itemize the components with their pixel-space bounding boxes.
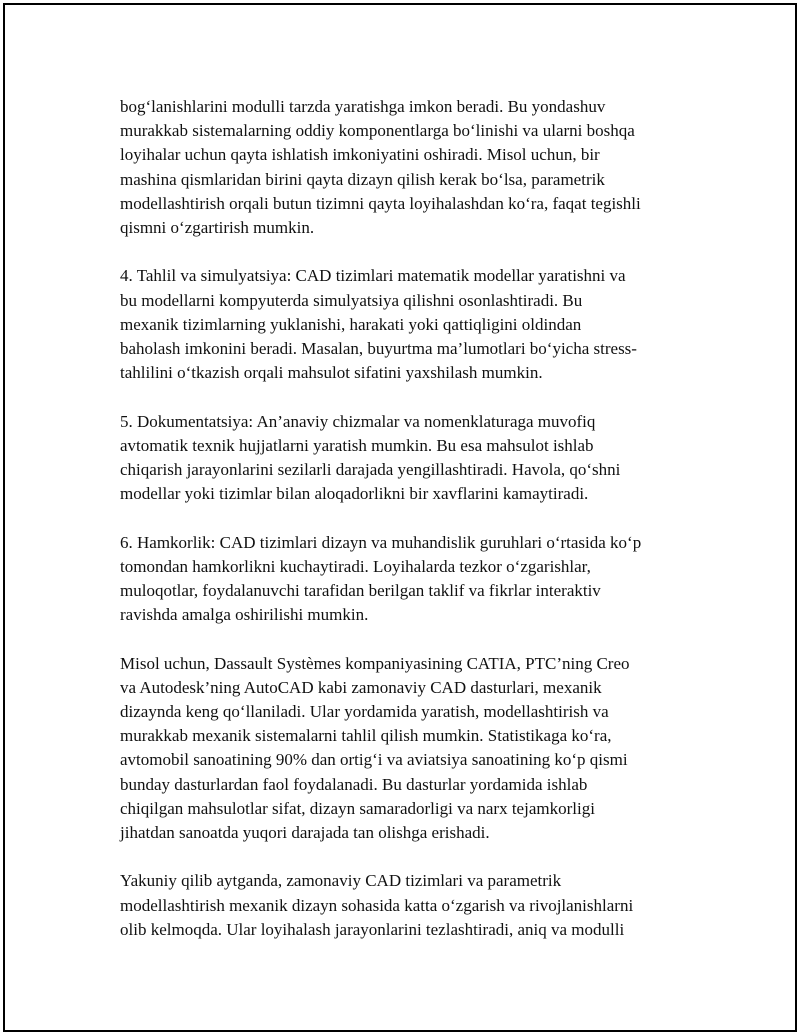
text-line: va Autodesk’ning AutoCAD kabi zamonaviy CAD dasturlari, mexanik bbox=[120, 677, 602, 697]
text-line: bu modellarni kompyuterda simulyatsiya qilishni osonlashtiradi. Bu bbox=[120, 290, 583, 310]
text-line: dizaynda keng qo‘llaniladi. Ular yordamida yaratish, modellashtirish va bbox=[120, 702, 609, 722]
text-line: chiqarish jarayonlarini sezilarli darajada yengillashtiradi. Havola, qo‘shni bbox=[120, 460, 621, 480]
document-body bbox=[120, 95, 695, 966]
text-line: olib kelmoqda. Ular loyihalash jarayonlarini tezlashtiradi, aniq va modulli bbox=[120, 919, 625, 939]
text-line: qismni o‘zgartirish mumkin. bbox=[120, 218, 315, 238]
paragraph-collaboration bbox=[120, 531, 695, 628]
text-line: Misol uchun, Dassault Systèmes kompaniyasining CATIA, PTC’ning Creo bbox=[120, 653, 630, 673]
paragraph-documentation bbox=[120, 410, 695, 507]
text-line: modellashtirish orqali butun tizimni qayta loyihalashdan ko‘ra, faqat tegishli bbox=[120, 193, 641, 213]
text-line: jihatdan sanoatda yuqori darajada tan olishga erishadi. bbox=[120, 823, 490, 843]
paragraph-conclusion bbox=[120, 869, 695, 942]
paragraph-analysis-simulation bbox=[120, 264, 695, 385]
text-line: modellashtirish mexanik dizayn sohasida katta o‘zgarish va rivojlanishlarni bbox=[120, 895, 634, 915]
text-line: bog‘lanishlarini modulli tarzda yaratishga imkon beradi. Bu yondashuv bbox=[120, 97, 606, 116]
text-line: murakkab mexanik sistemalarni tahlil qilish mumkin. Statistikaga ko‘ra, bbox=[120, 726, 612, 746]
text-line: bunday dasturlardan faol foydalanadi. Bu dasturlar yordamida ishlab bbox=[120, 774, 588, 794]
paragraph-examples bbox=[120, 652, 695, 846]
text-line: avtomobil sanoatining 90% dan ortig‘i va aviatsiya sanoatining ko‘p qismi bbox=[120, 750, 628, 770]
text-line: baholash imkonini beradi. Masalan, buyurtma ma’lumotlari bo‘yicha stress- bbox=[120, 339, 637, 359]
text-line: ravishda amalga oshirilishi mumkin. bbox=[120, 605, 369, 625]
text-line: Yakuniy qilib aytganda, zamonaviy CAD tizimlari va parametrik bbox=[120, 871, 562, 891]
text-line: loyihalar uchun qayta ishlatish imkoniyatini oshiradi. Misol uchun, bir bbox=[120, 145, 600, 165]
text-line: modellar yoki tizimlar bilan aloqadorlikni bir xavflarini kamaytiradi. bbox=[120, 484, 589, 504]
text-line: 5. Dokumentatsiya: An’anaviy chizmalar va nomenklaturaga muvofiq bbox=[120, 411, 596, 431]
text-line: chiqilgan mahsulotlar sifat, dizayn samaradorligi va narx tejamkorligi bbox=[120, 798, 595, 818]
text-line: tahlilini o‘tkazish orqali mahsulot sifatini yaxshilash mumkin. bbox=[120, 363, 543, 383]
paragraph-modularity bbox=[120, 95, 695, 240]
text-line: tomondan hamkorlikni kuchaytiradi. Loyihalarda tezkor o‘zgarishlar, bbox=[120, 556, 591, 576]
text-line: mashina qismlaridan birini qayta dizayn qilish kerak bo‘lsa, parametrik bbox=[120, 169, 605, 189]
text-line: 6. Hamkorlik: CAD tizimlari dizayn va muhandislik guruhlari o‘rtasida ko‘p bbox=[120, 532, 642, 552]
page-frame bbox=[3, 3, 797, 1032]
text-line: 4. Tahlil va simulyatsiya: CAD tizimlari matematik modellar yaratishni va bbox=[120, 266, 626, 286]
text-line: mexanik tizimlarning yuklanishi, harakati yoki qattiqligini oldindan bbox=[120, 314, 582, 334]
text-line: muloqotlar, foydalanuvchi tarafidan berilgan taklif va fikrlar interaktiv bbox=[120, 581, 601, 601]
text-line: avtomatik texnik hujjatlarni yaratish mumkin. Bu esa mahsulot ishlab bbox=[120, 435, 594, 455]
text-line: murakkab sistemalarning oddiy komponentlarga bo‘linishi va ularni boshqa bbox=[120, 121, 635, 141]
